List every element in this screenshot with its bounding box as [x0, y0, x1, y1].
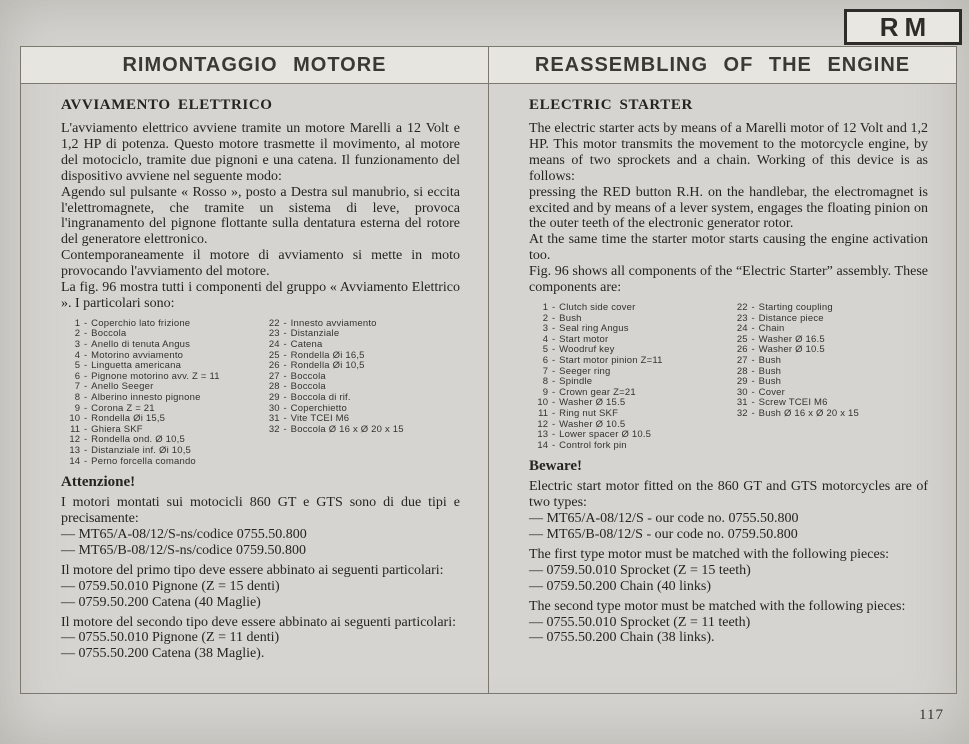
part-number: 13	[537, 429, 548, 441]
part-number: 31	[736, 397, 748, 409]
part-row	[729, 303, 929, 314]
part-separator: -	[84, 413, 88, 425]
note-line: — 0755.50.200 Catena (38 Maglie).	[61, 646, 265, 662]
part-separator: -	[283, 328, 287, 340]
note-line: — 0759.50.010 Pignone (Z = 15 denti)	[61, 578, 280, 594]
paragraph: Contemporaneamente il motore di avviamento si mette in moto provocando l'avviamento del motore.	[61, 248, 460, 280]
part-label: Ring nut SKF	[559, 407, 619, 419]
part-separator: -	[552, 429, 556, 441]
note-line: — MT65/B-08/12/S - our code no. 0759.50.800	[529, 527, 798, 542]
section-code-badge	[844, 9, 962, 45]
note-line: I motori montati sui motocicli 860 GT e GTS sono di due tipi e precisamente:	[61, 495, 460, 527]
paragraph: The electric starter acts by means of a Marelli motor of 12 Volt and 1,2 HP. This motor transmits the movement to the motorcycle engine, by means of two sprockets and a chain. Working of this device is as follows:	[529, 121, 928, 184]
part-label: Catena	[290, 339, 323, 351]
part-number: 25	[736, 333, 748, 345]
part-label: Rondella ond. Ø 10,5	[91, 434, 185, 446]
part-label: Bush	[559, 312, 582, 324]
note-line: Il motore del primo tipo deve essere abbinato ai seguenti particolari:	[61, 562, 444, 578]
part-separator: -	[84, 434, 88, 446]
part-separator: -	[283, 339, 287, 351]
part-separator: -	[751, 301, 755, 313]
part-label: Control fork pin	[559, 439, 627, 451]
part-label: Washer Ø 15.5	[559, 397, 626, 409]
part-separator: -	[84, 381, 88, 393]
parts-list-english	[529, 303, 928, 451]
part-number: 23	[736, 312, 748, 324]
note-line: — 0759.50.200 Chain (40 links)	[529, 578, 711, 594]
part-row	[529, 356, 729, 367]
part-label: Boccola Ø 16 x Ø 20 x 15	[290, 423, 404, 435]
part-number: 14	[69, 455, 80, 467]
note-line: — 0759.50.200 Catena (40 Maglie)	[61, 594, 261, 610]
part-number: 3	[542, 323, 548, 335]
part-separator: -	[283, 381, 287, 393]
part-separator: -	[552, 365, 556, 377]
part-separator: -	[84, 349, 88, 361]
part-number: 32	[736, 407, 748, 419]
part-separator: -	[751, 323, 755, 335]
part-label: Clutch side cover	[559, 301, 636, 313]
part-label: Lower spacer Ø 10.5	[559, 429, 652, 441]
part-label: Start motor	[559, 333, 609, 345]
part-separator: -	[283, 349, 287, 361]
part-number: 30	[268, 402, 280, 414]
part-separator: -	[84, 339, 88, 351]
part-separator: -	[552, 418, 556, 430]
part-number: 13	[69, 445, 80, 456]
part-label: Alberino innesto pignone	[91, 392, 201, 404]
note-line: Il motore del secondo tipo deve essere abbinato ai seguenti particolari:	[61, 614, 456, 630]
column-title-english: REASSEMBLING OF THE ENGINE	[534, 53, 911, 76]
part-label: Anello Seeger	[91, 381, 154, 393]
part-label: Coperchietto	[290, 402, 347, 414]
part-number: 26	[736, 344, 748, 356]
part-separator: -	[552, 301, 556, 313]
part-number: 32	[268, 423, 280, 435]
part-number: 30	[736, 386, 748, 398]
part-number: 24	[268, 339, 280, 351]
part-separator: -	[283, 413, 287, 425]
content-frame	[20, 46, 957, 694]
part-number: 24	[736, 323, 748, 335]
note-line: — MT65/A-08/12/S - our code no. 0755.50.800	[529, 511, 799, 527]
part-label: Bush	[758, 354, 782, 366]
part-row	[529, 409, 729, 420]
part-number: 27	[268, 370, 280, 382]
part-separator: -	[751, 376, 755, 388]
note-line: — 0755.50.010 Sprocket (Z = 11 teeth)	[529, 614, 751, 630]
column-english	[489, 84, 956, 693]
part-label: Crown gear Z=21	[559, 386, 636, 398]
part-label: Distanziale inf. Øi 10,5	[91, 445, 192, 456]
part-number: 10	[69, 413, 80, 425]
note-line: — 0755.50.010 Pignone (Z = 11 denti)	[61, 630, 280, 646]
part-label: Washer Ø 16.5	[758, 333, 825, 345]
part-separator: -	[283, 360, 287, 372]
part-separator: -	[84, 392, 88, 404]
part-number: 2	[542, 312, 548, 324]
part-label: Coperchio lato frizione	[91, 317, 191, 329]
part-number: 27	[736, 354, 748, 366]
part-label: Starting coupling	[758, 301, 833, 313]
part-row	[729, 356, 929, 367]
note-line: — 0759.50.010 Sprocket (Z = 15 teeth)	[529, 562, 751, 578]
part-separator: -	[84, 328, 88, 340]
part-number: 2	[74, 328, 80, 340]
parts-column-1	[529, 303, 729, 451]
part-number: 6	[542, 354, 548, 366]
part-separator: -	[751, 386, 755, 398]
part-label: Boccola di rif.	[290, 392, 351, 404]
part-label: Washer Ø 10.5	[758, 344, 825, 356]
part-label: Washer Ø 10.5	[559, 418, 626, 430]
part-separator: -	[84, 445, 88, 456]
part-label: Rondella Øi 15,5	[91, 413, 166, 425]
part-separator: -	[283, 423, 287, 435]
part-label: Motorino avviamento	[91, 349, 184, 361]
part-label: Boccola	[290, 381, 326, 393]
part-separator: -	[84, 402, 88, 414]
column-italian	[21, 84, 489, 693]
part-label: Perno forcella comando	[91, 455, 196, 467]
part-separator: -	[751, 312, 755, 324]
part-number: 25	[268, 349, 280, 361]
part-number: 22	[268, 317, 280, 329]
paragraph: La fig. 96 mostra tutti i componenti del gruppo « Avviamento Elettrico ». I particolari sono:	[61, 280, 460, 311]
part-separator: -	[552, 323, 556, 335]
part-number: 11	[70, 423, 80, 435]
header-band	[21, 47, 956, 84]
part-separator: -	[751, 333, 755, 345]
part-separator: -	[751, 344, 755, 356]
part-label: Cover	[758, 386, 786, 398]
note-line: Electric start motor fitted on the 860 GT and GTS motorcycles are of two types:	[529, 479, 928, 511]
part-label: Seal ring Angus	[559, 323, 629, 335]
part-label: Boccola	[290, 370, 326, 382]
part-separator: -	[84, 370, 88, 382]
part-label: Boccola	[91, 328, 127, 340]
part-separator: -	[552, 354, 556, 366]
part-number: 7	[542, 365, 548, 377]
part-number: 9	[74, 402, 80, 414]
body-text-english	[529, 121, 928, 296]
part-label: Rondella Øi 16,5	[290, 349, 365, 361]
note-line: — MT65/A-08/12/S-ns/codice 0755.50.800	[61, 527, 307, 542]
section-code-label: RM	[879, 11, 933, 42]
page-number: 117	[919, 707, 944, 723]
part-number: 3	[74, 339, 80, 351]
part-separator: -	[84, 360, 88, 372]
part-separator: -	[84, 317, 88, 329]
part-separator: -	[552, 397, 556, 409]
part-number: 4	[74, 349, 80, 361]
part-row	[529, 441, 729, 452]
part-label: Anello di tenuta Angus	[91, 339, 191, 351]
part-separator: -	[283, 370, 287, 382]
part-label: Corona Z = 21	[91, 402, 155, 414]
part-number: 6	[74, 370, 80, 382]
part-label: Vite TCEI M6	[290, 413, 350, 425]
part-number: 9	[542, 386, 548, 398]
part-number: 28	[736, 365, 748, 377]
part-separator: -	[552, 407, 556, 419]
paragraph: At the same time the starter motor starts causing the engine activation too.	[529, 232, 928, 264]
paragraph: L'avviamento elettrico avviene tramite un motore Marelli a 12 Volt e 1,2 HP di potenza. Questo motore trasmette il movimento, al motore del motociclo, tramite due pignoni e una catena. Il funzionamento del dispositivo avviene nel seguente modo:	[61, 121, 460, 184]
part-label: Ghiera SKF	[91, 423, 143, 435]
part-separator: -	[552, 333, 556, 345]
part-label: Seeger ring	[559, 365, 611, 377]
part-number: 1	[542, 301, 548, 313]
part-row	[61, 457, 261, 468]
part-separator: -	[751, 365, 755, 377]
part-number: 7	[74, 381, 80, 393]
part-row	[729, 409, 929, 420]
part-number: 28	[268, 381, 280, 393]
part-number: 10	[537, 397, 548, 409]
part-separator: -	[283, 402, 287, 414]
part-label: Bush	[758, 365, 782, 377]
attention-heading-english: Beware!	[529, 458, 583, 475]
parts-column-2	[729, 303, 929, 451]
parts-column-1	[61, 319, 261, 467]
part-row	[529, 303, 729, 314]
part-separator: -	[84, 455, 88, 467]
part-row	[261, 425, 461, 436]
part-separator: -	[552, 439, 556, 451]
part-label: Pignone motorino avv. Z = 11	[91, 370, 220, 382]
part-separator: -	[552, 376, 556, 388]
note-line: The first type motor must be matched with the following pieces:	[529, 546, 890, 562]
part-number: 29	[736, 376, 748, 388]
part-label: Distanziale	[290, 328, 340, 340]
part-number: 5	[542, 344, 548, 356]
part-number: 8	[542, 376, 548, 388]
paragraph: Agendo sul pulsante « Rosso », posto a Destra sul manubrio, si eccita l'elettromagnete, che tramite un sistema di leve, provoca l'ingranamento del pignone flottante sulla dentatura esterna del rotore del generatore elettronico.	[61, 184, 460, 248]
note-line: The second type motor must be matched with the following pieces:	[529, 598, 906, 614]
paragraph: Fig. 96 shows all components of the “Electric Starter” assembly. These components are:	[529, 264, 928, 296]
part-number: 11	[538, 407, 548, 419]
part-number: 1	[74, 317, 80, 329]
part-row	[61, 446, 261, 457]
parts-list-italian	[61, 319, 460, 467]
part-number: 22	[736, 301, 748, 313]
part-label: Spindle	[559, 376, 593, 388]
part-number: 26	[268, 360, 280, 372]
part-separator: -	[552, 344, 556, 356]
note-line: — MT65/B-08/12/S-ns/codice 0759.50.800	[61, 542, 306, 558]
part-separator: -	[552, 312, 556, 324]
part-separator: -	[84, 423, 88, 435]
part-separator: -	[283, 392, 287, 404]
part-separator: -	[283, 317, 287, 329]
part-label: Bush Ø 16 x Ø 20 x 15	[758, 407, 859, 419]
column-title-italian: RIMONTAGGIO MOTORE	[21, 47, 489, 83]
section-title-english: ELECTRIC STARTER	[529, 97, 693, 113]
attention-notes-italian	[61, 495, 460, 662]
part-number: 29	[268, 392, 280, 404]
part-number: 31	[268, 413, 280, 425]
section-title-italian: AVVIAMENTO ELETTRICO	[61, 97, 273, 113]
part-label: Screw TCEI M6	[758, 397, 828, 409]
parts-column-2	[261, 319, 461, 467]
part-number: 4	[542, 333, 548, 345]
part-number: 8	[74, 392, 80, 404]
part-label: Innesto avviamento	[290, 317, 377, 329]
part-label: Woodruf key	[559, 344, 615, 356]
part-label: Rondella Øi 10,5	[290, 360, 365, 372]
part-number: 23	[268, 328, 280, 340]
part-number: 5	[74, 360, 80, 372]
note-line: — 0755.50.200 Chain (38 links).	[529, 630, 715, 646]
part-separator: -	[751, 354, 755, 366]
body-text-italian	[61, 121, 460, 312]
part-label: Chain	[758, 323, 785, 335]
part-number: 14	[537, 439, 548, 451]
part-separator: -	[751, 407, 755, 419]
part-label: Bush	[758, 376, 782, 388]
part-number: 12	[537, 418, 548, 430]
part-label: Linguetta americana	[91, 360, 182, 372]
paragraph: pressing the RED button R.H. on the handlebar, the electromagnet is excited and by means of a lever system, engages the floating pinion on the outer teeth of the electronic generator rotor.	[529, 184, 928, 232]
attention-notes-english	[529, 479, 928, 646]
columns	[21, 84, 956, 693]
part-number: 12	[69, 434, 80, 446]
part-label: Start motor pinion Z=11	[559, 354, 663, 366]
part-label: Distance piece	[758, 312, 824, 324]
attention-heading-italian: Attenzione!	[61, 474, 136, 491]
part-separator: -	[552, 386, 556, 398]
part-separator: -	[751, 397, 755, 409]
